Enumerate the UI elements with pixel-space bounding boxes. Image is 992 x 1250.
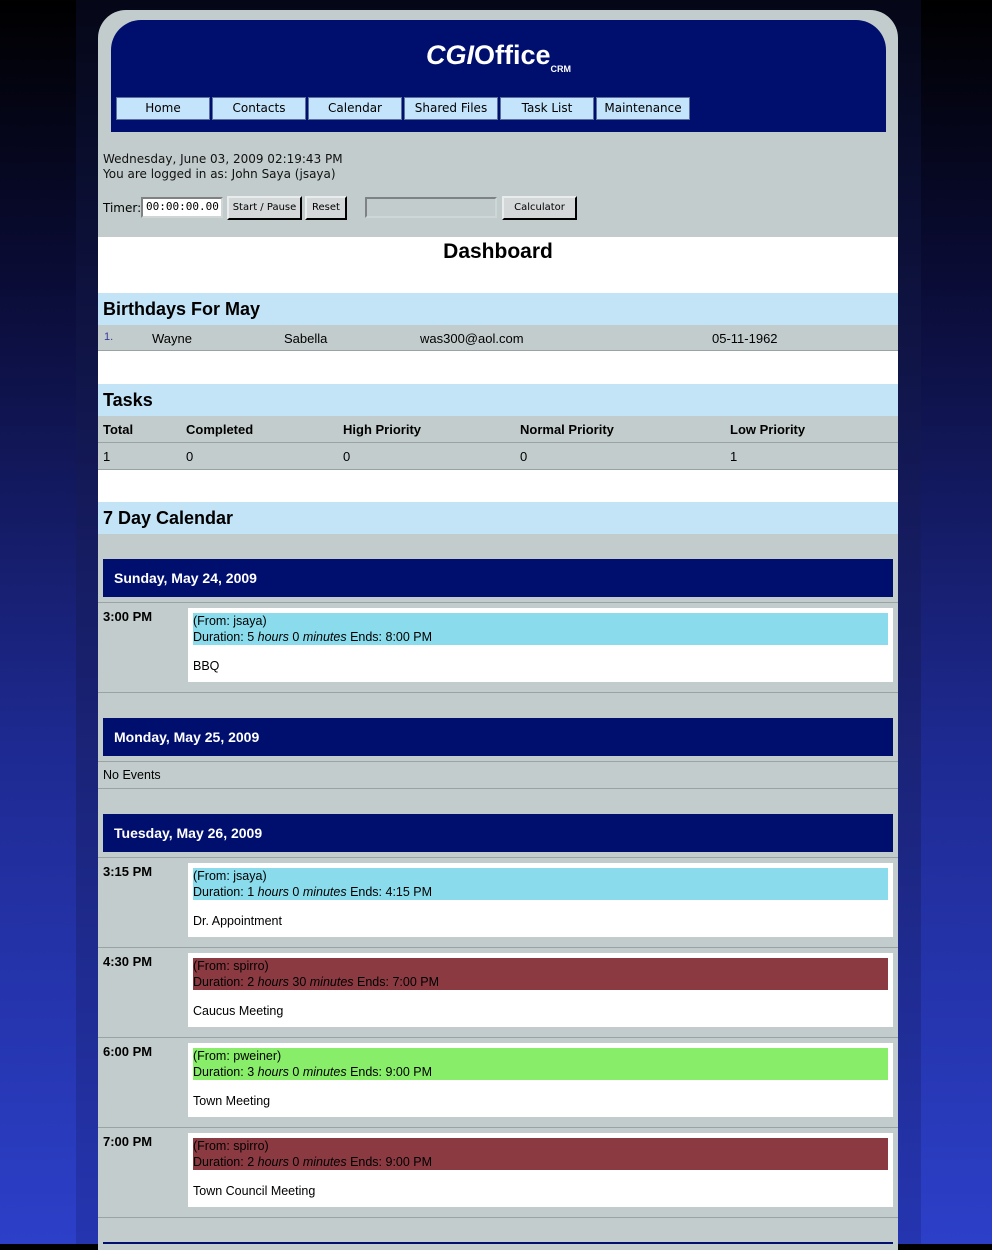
birthday-email[interactable]: was300@aol.com: [420, 331, 524, 346]
logo-sup: CRM: [550, 64, 572, 74]
event-duration: Duration: 3 hours 0 minutes Ends: 9:00 PM: [193, 1065, 433, 1079]
event-time: 3:15 PM: [103, 864, 153, 879]
birthday-last-name: Sabella: [284, 331, 328, 346]
divider: [98, 602, 898, 603]
event-title: Town Council Meeting: [193, 1184, 316, 1198]
event-time: 6:00 PM: [103, 1044, 153, 1059]
event-details: [193, 958, 888, 990]
divider: [98, 788, 898, 789]
event-from: (From: jsaya): [193, 869, 267, 883]
nav-task-list[interactable]: Task List: [500, 97, 594, 120]
timer-field[interactable]: 00:00:00.00: [141, 197, 223, 218]
day-header: Sunday, May 24, 2009: [103, 559, 893, 597]
event-details: [193, 1138, 888, 1170]
no-events-text: No Events: [103, 768, 161, 782]
event-details: [193, 1048, 888, 1080]
event-time: 3:00 PM: [103, 609, 153, 624]
logo-main: Office: [473, 40, 551, 70]
divider: [98, 1217, 898, 1218]
event-time: 7:00 PM: [103, 1134, 153, 1149]
tasks-normal-value: 0: [520, 449, 528, 464]
birthdays-heading: Birthdays For May: [98, 293, 898, 325]
divider: [98, 947, 898, 948]
app-logo[interactable]: [111, 39, 886, 74]
birthday-row-number: 1.: [104, 331, 114, 343]
start-pause-button[interactable]: Start / Pause: [227, 196, 302, 220]
event-from: (From: pweiner): [193, 1049, 282, 1063]
divider: [98, 1127, 898, 1128]
event-from: (From: spirro): [193, 959, 269, 973]
event-duration: Duration: 5 hours 0 minutes Ends: 8:00 PM: [193, 630, 433, 644]
page-title: Dashboard: [443, 240, 553, 263]
current-datetime: Wednesday, June 03, 2009 02:19:43 PM: [103, 152, 343, 166]
event-title: BBQ: [193, 659, 220, 673]
tasks-total-value: 1: [103, 449, 111, 464]
event-title: Town Meeting: [193, 1094, 271, 1108]
divider: [98, 857, 898, 858]
tasks-high-value: 0: [343, 449, 351, 464]
nav-calendar[interactable]: Calendar: [308, 97, 402, 120]
birthday-date: 05-11-1962: [712, 331, 778, 346]
event-duration: Duration: 1 hours 0 minutes Ends: 4:15 PM: [193, 885, 433, 899]
divider: [98, 692, 898, 693]
reset-button[interactable]: Reset: [305, 196, 347, 220]
birthday-first-name: Wayne: [152, 331, 192, 346]
nav-maintenance[interactable]: Maintenance: [596, 97, 690, 120]
tasks-low-value: 1: [730, 449, 738, 464]
calendar-event[interactable]: [188, 863, 893, 937]
tasks-completed-value: 0: [186, 449, 194, 464]
tasks-header-low: Low Priority: [730, 422, 806, 437]
calculator-field[interactable]: [365, 197, 497, 218]
nav-contacts[interactable]: Contacts: [212, 97, 306, 120]
divider: [98, 761, 898, 762]
app-header: [111, 20, 886, 132]
event-from: (From: spirro): [193, 1139, 269, 1153]
event-duration: Duration: 2 hours 0 minutes Ends: 9:00 PM: [193, 1155, 433, 1169]
day-header: Monday, May 25, 2009: [103, 718, 893, 756]
calendar-heading: 7 Day Calendar: [98, 502, 898, 534]
tasks-header-completed: Completed: [186, 422, 254, 437]
event-title: Dr. Appointment: [193, 914, 282, 928]
divider: [98, 442, 898, 443]
spacer-band: [98, 351, 898, 384]
event-duration: Duration: 2 hours 30 minutes Ends: 7:00 PM: [193, 975, 440, 989]
tasks-header-total: Total: [103, 422, 134, 437]
event-details: [193, 868, 888, 900]
event-details: [193, 613, 888, 645]
tasks-header-high: High Priority: [343, 422, 422, 437]
calendar-event[interactable]: [188, 953, 893, 1027]
calculator-button[interactable]: Calculator: [502, 196, 577, 220]
logo-italic: CGI: [425, 40, 474, 70]
calendar-event[interactable]: [188, 1133, 893, 1207]
logged-in-user: You are logged in as: John Saya (jsaya): [103, 167, 336, 181]
tasks-header-normal: Normal Priority: [520, 422, 614, 437]
calendar-event[interactable]: [188, 608, 893, 682]
tasks-heading: Tasks: [98, 384, 898, 416]
nav-shared-files[interactable]: Shared Files: [404, 97, 498, 120]
event-from: (From: jsaya): [193, 614, 267, 628]
day-header: Tuesday, May 26, 2009: [103, 814, 893, 852]
nav-home[interactable]: Home: [116, 97, 210, 120]
event-title: Caucus Meeting: [193, 1004, 284, 1018]
spacer-band: [98, 470, 898, 502]
divider: [98, 1037, 898, 1038]
calendar-event[interactable]: [188, 1043, 893, 1117]
event-time: 4:30 PM: [103, 954, 153, 969]
timer-label: Timer:: [103, 201, 142, 215]
